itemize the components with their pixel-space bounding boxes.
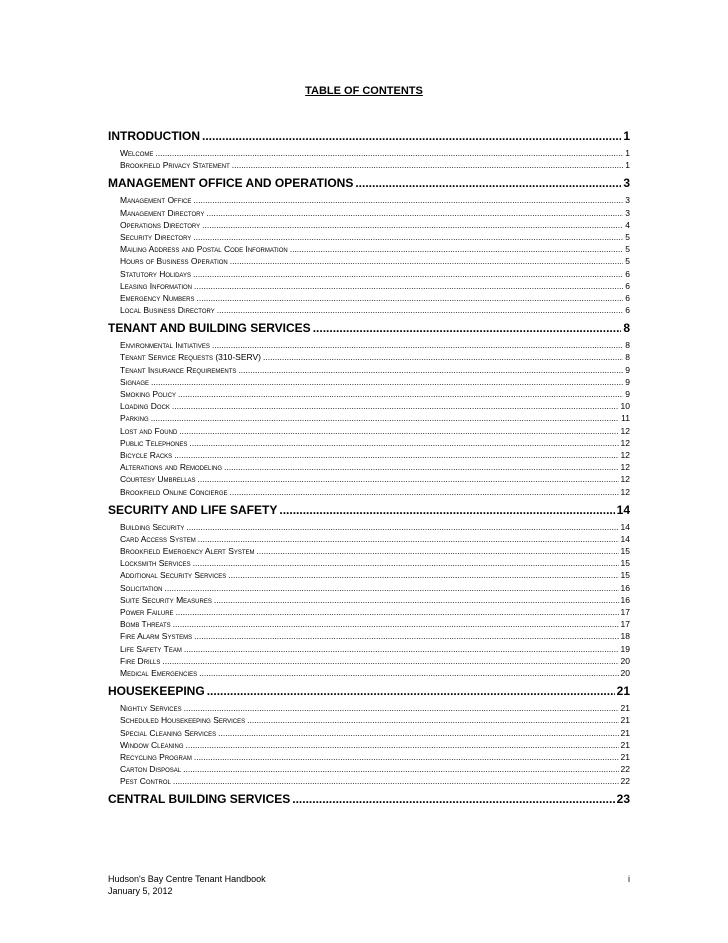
toc-section-page: 23 (616, 792, 630, 807)
toc-entry[interactable] (108, 231, 630, 243)
toc-entry-label: Bicycle Racks (120, 449, 173, 460)
leader-dots (238, 364, 623, 376)
toc-entry[interactable] (108, 280, 630, 292)
toc-entry-page: 20 (620, 667, 630, 678)
toc-entry-page: 16 (620, 594, 630, 605)
toc-entry-page: 12 (620, 486, 630, 497)
toc-entry-label: Management Office (120, 195, 192, 206)
toc-entry-label: Local Business Directory (120, 305, 215, 316)
toc-entry-page: 21 (620, 751, 630, 762)
toc-section (108, 791, 630, 813)
toc-section-heading[interactable] (108, 502, 630, 518)
leader-dots (206, 207, 623, 219)
toc-subentries (108, 339, 630, 497)
toc-entry-label: Tenant Insurance Requirements (120, 364, 237, 375)
leader-dots (290, 243, 624, 255)
toc-entry[interactable] (108, 376, 630, 388)
toc-section (108, 502, 630, 679)
leader-dots (179, 425, 618, 437)
toc-entry-label: Additional Security Services (120, 570, 227, 581)
toc-entry[interactable] (108, 461, 630, 473)
toc-section-heading[interactable] (108, 128, 630, 144)
leader-dots (151, 412, 619, 424)
leader-dots (186, 521, 618, 533)
leader-dots (292, 791, 614, 807)
toc-entry-label: Operations Directory (120, 219, 201, 230)
leader-dots (164, 582, 618, 594)
toc-entry-page: 20 (620, 655, 630, 666)
leader-dots (232, 159, 624, 171)
toc-entry-page: 6 (625, 292, 630, 303)
toc-entry-label: Window Cleaning (120, 739, 184, 750)
leader-dots (173, 618, 619, 630)
toc-entry-page: 6 (625, 305, 630, 316)
toc-entry-label: Leasing Information (120, 280, 193, 291)
toc-entry-label: Signage (120, 376, 150, 387)
toc-entry[interactable] (108, 545, 630, 557)
toc-entry-label: Recycling Program (120, 751, 192, 762)
leader-dots (355, 175, 621, 191)
toc-entry-page: 10 (620, 401, 630, 412)
leader-dots (173, 775, 619, 787)
toc-entry[interactable] (108, 739, 630, 751)
toc-entry[interactable] (108, 207, 630, 219)
toc-entry[interactable] (108, 521, 630, 533)
toc-entry-page: 17 (620, 619, 630, 630)
toc-entry[interactable] (108, 751, 630, 763)
toc-section-label: INTRODUCTION (108, 129, 200, 143)
toc-entry-page: 5 (625, 244, 630, 255)
toc-section-page: 8 (623, 321, 630, 336)
toc-entry[interactable] (108, 630, 630, 642)
toc-section-label: SECURITY AND LIFE SAFETY (108, 502, 278, 517)
toc-entry[interactable] (108, 339, 630, 351)
toc-entry[interactable] (108, 364, 630, 376)
toc-entry[interactable] (108, 727, 630, 739)
toc-entry-label: Courtesy Umbrellas (120, 474, 196, 485)
toc-subentries (108, 147, 630, 171)
toc-entry[interactable] (108, 569, 630, 581)
leader-dots (207, 683, 615, 699)
toc-section-label: CENTRAL BUILDING SERVICES (108, 792, 291, 807)
toc-entry-label: Parking (120, 413, 149, 424)
toc-entry[interactable] (108, 255, 630, 267)
toc-section-heading[interactable] (108, 320, 630, 336)
leader-dots (183, 763, 618, 775)
footer-date: January 5, 2012 (108, 886, 173, 896)
toc-entry[interactable] (108, 486, 630, 498)
toc-section-label: TENANT AND BUILDING SERVICES (108, 321, 311, 336)
toc-entry-page: 15 (620, 546, 630, 557)
leader-dots (155, 147, 623, 159)
toc-entry-page: 8 (625, 340, 630, 351)
toc-entry-page: 5 (625, 231, 630, 242)
leader-dots (218, 727, 618, 739)
toc-section-page: 21 (616, 684, 630, 699)
toc-entry-page: 11 (621, 413, 630, 424)
toc-entry-label: Bomb Threats (120, 619, 171, 630)
toc-entry[interactable] (108, 655, 630, 667)
toc-entry[interactable] (108, 304, 630, 316)
toc-entry[interactable] (108, 268, 630, 280)
toc-entry-page: 17 (620, 607, 630, 617)
toc-entry[interactable] (108, 292, 630, 304)
toc-entry[interactable] (108, 425, 630, 437)
toc-entry-label: Scheduled Housekeeping Services (120, 715, 246, 726)
leader-dots (202, 219, 623, 231)
toc-entry[interactable] (108, 388, 630, 400)
toc-entry[interactable] (108, 533, 630, 545)
toc-entry-page: 12 (620, 474, 630, 485)
toc-entry-page: 9 (625, 376, 630, 387)
toc-title: TABLE OF CONTENTS (305, 85, 423, 97)
leader-dots (193, 268, 623, 280)
toc-entry-label: Nightly Services (120, 703, 182, 714)
toc-entry-page: 15 (620, 558, 630, 569)
leader-dots (202, 128, 621, 144)
toc-entry[interactable] (108, 763, 630, 775)
toc-entry[interactable] (108, 351, 630, 363)
toc-entry-page: 12 (620, 449, 630, 460)
toc-entry-label: Security Directory (120, 231, 192, 242)
toc-entry[interactable] (108, 618, 630, 630)
toc-entry[interactable] (108, 606, 630, 618)
toc-entry[interactable] (108, 557, 630, 569)
toc-entry-page: 3 (625, 207, 630, 218)
leader-dots (230, 486, 619, 498)
toc-entry-page: 8 (625, 352, 630, 363)
leader-dots (198, 533, 619, 545)
page-footer (108, 873, 630, 897)
leader-dots (217, 304, 624, 316)
toc-entry-page: 21 (620, 739, 630, 750)
leader-dots (197, 292, 624, 304)
footer-page-number: i (628, 874, 630, 884)
toc-entry-page: 12 (620, 425, 630, 436)
leader-dots (193, 231, 623, 243)
toc-entry-label: Building Security (120, 521, 185, 532)
toc-entry[interactable] (108, 219, 630, 231)
toc-entry[interactable] (108, 147, 630, 159)
toc-entry[interactable] (108, 437, 630, 449)
toc-entry-label: Fire Alarm Systems (120, 631, 193, 642)
toc-entry-page: 15 (620, 570, 630, 581)
toc-entry-page: 6 (625, 268, 630, 279)
toc-entry-page: 22 (620, 776, 630, 787)
toc-entry-label: Special Cleaning Services (120, 727, 217, 738)
toc-entry-label: Pest Control (120, 776, 171, 787)
toc-entry[interactable] (108, 449, 630, 461)
table-of-contents (108, 128, 630, 813)
toc-entry[interactable] (108, 473, 630, 485)
leader-dots (198, 473, 619, 485)
leader-dots (230, 255, 624, 267)
toc-entry[interactable] (108, 159, 630, 171)
toc-entry-label: Brookfield Privacy Statement (120, 160, 230, 171)
toc-entry-label: Locksmith Services (120, 558, 191, 569)
toc-entry-page: 21 (620, 715, 630, 726)
leader-dots (194, 630, 618, 642)
leader-dots (172, 400, 619, 412)
toc-section-page: 3 (623, 176, 630, 191)
toc-entry-label: Tenant Service Requests (310-SERV) (120, 352, 261, 363)
toc-entry[interactable] (108, 775, 630, 787)
toc-subentries (108, 702, 630, 787)
leader-dots (212, 339, 623, 351)
toc-entry-page: 16 (620, 582, 630, 593)
toc-entry-label: Life Safety Team (120, 643, 182, 654)
toc-entry-label: Medical Emergencies (120, 667, 198, 678)
toc-entry-label: Solicitation (120, 582, 163, 593)
toc-entry-label: Carton Disposal (120, 764, 182, 775)
leader-dots (184, 643, 619, 655)
toc-entry-label: Brookfield Emergency Alert System (120, 546, 255, 557)
toc-entry[interactable] (108, 194, 630, 206)
toc-entry-page: 14 (620, 533, 630, 544)
leader-dots (279, 502, 614, 518)
leader-dots (178, 388, 623, 400)
leader-dots (224, 461, 619, 473)
leader-dots (189, 437, 618, 449)
toc-entry-label: Power Failure (120, 607, 174, 617)
toc-entry-label: Public Telephones (120, 437, 188, 448)
toc-subentries (108, 521, 630, 679)
toc-entry-page: 12 (620, 437, 630, 448)
leader-dots (184, 702, 619, 714)
toc-entry[interactable] (108, 412, 630, 424)
toc-entry-label: Hours of Business Operation (120, 256, 228, 267)
toc-entry-label: Management Directory (120, 207, 205, 218)
toc-entry-label: Alterations and Remodeling (120, 462, 222, 473)
toc-entry-page: 21 (620, 703, 630, 714)
toc-section-page: 1 (623, 129, 630, 143)
toc-entry-label: Card Access System (120, 533, 196, 544)
toc-entry[interactable] (108, 594, 630, 606)
leader-dots (199, 667, 618, 679)
toc-entry-label: Emergency Numbers (120, 292, 195, 303)
toc-entry[interactable] (108, 667, 630, 679)
toc-entry-label: Mailing Address and Postal Code Information (120, 244, 288, 255)
toc-entry-page: 3 (625, 195, 630, 206)
toc-section (108, 320, 630, 497)
toc-entry[interactable] (108, 243, 630, 255)
toc-entry-label: Statutory Holidays (120, 268, 191, 279)
toc-entry[interactable] (108, 702, 630, 714)
toc-section-heading[interactable] (108, 791, 630, 807)
toc-entry-page: 1 (625, 148, 630, 158)
leader-dots (257, 545, 619, 557)
toc-entry-label: Brookfield Online Concierge (120, 486, 228, 497)
leader-dots (151, 376, 623, 388)
toc-entry-page: 18 (620, 631, 630, 642)
toc-entry-page: 14 (620, 521, 630, 532)
leader-dots (194, 751, 619, 763)
toc-section (108, 175, 630, 316)
toc-entry-page: 22 (620, 764, 630, 775)
footer-document-name: Hudson's Bay Centre Tenant Handbook (108, 874, 266, 884)
toc-entry-page: 9 (625, 389, 630, 399)
toc-entry-label: Smoking Policy (120, 389, 177, 399)
toc-entry[interactable] (108, 714, 630, 726)
toc-entry-label: Environmental Initiatives (120, 340, 210, 351)
leader-dots (176, 606, 619, 618)
toc-entry-label: Lost and Found (120, 425, 178, 436)
toc-section-label: HOUSEKEEPING (108, 684, 205, 699)
toc-entry[interactable] (108, 582, 630, 594)
leader-dots (186, 739, 619, 751)
leader-dots (313, 320, 622, 336)
toc-section-page: 14 (616, 502, 630, 517)
toc-entry-label: Loading Dock (120, 401, 170, 412)
toc-entry-label: Welcome (120, 148, 154, 158)
toc-section (108, 128, 630, 171)
leader-dots (193, 194, 623, 206)
toc-section (108, 683, 630, 787)
toc-entry-page: 4 (625, 219, 630, 230)
toc-section-heading[interactable] (108, 683, 630, 699)
toc-section-heading[interactable] (108, 175, 630, 191)
toc-subentries (108, 194, 630, 316)
toc-entry-page: 6 (625, 280, 630, 291)
leader-dots (247, 714, 618, 726)
leader-dots (228, 569, 618, 581)
toc-entry-page: 5 (625, 256, 630, 267)
toc-entry-label: Suite Security Measures (120, 594, 212, 605)
toc-entry-page: 21 (620, 727, 630, 738)
leader-dots (263, 351, 623, 363)
leader-dots (214, 594, 619, 606)
toc-entry-label: Fire Drills (120, 655, 161, 666)
toc-entry-page: 12 (620, 462, 630, 473)
toc-section-label: MANAGEMENT OFFICE AND OPERATIONS (108, 176, 354, 191)
toc-entry-page: 9 (625, 364, 630, 375)
leader-dots (174, 449, 618, 461)
toc-entry[interactable] (108, 643, 630, 655)
toc-entry[interactable] (108, 400, 630, 412)
toc-entry-page: 1 (625, 160, 630, 171)
toc-entry-page: 19 (620, 643, 630, 654)
leader-dots (194, 280, 623, 292)
leader-dots (193, 557, 619, 569)
leader-dots (162, 655, 618, 667)
